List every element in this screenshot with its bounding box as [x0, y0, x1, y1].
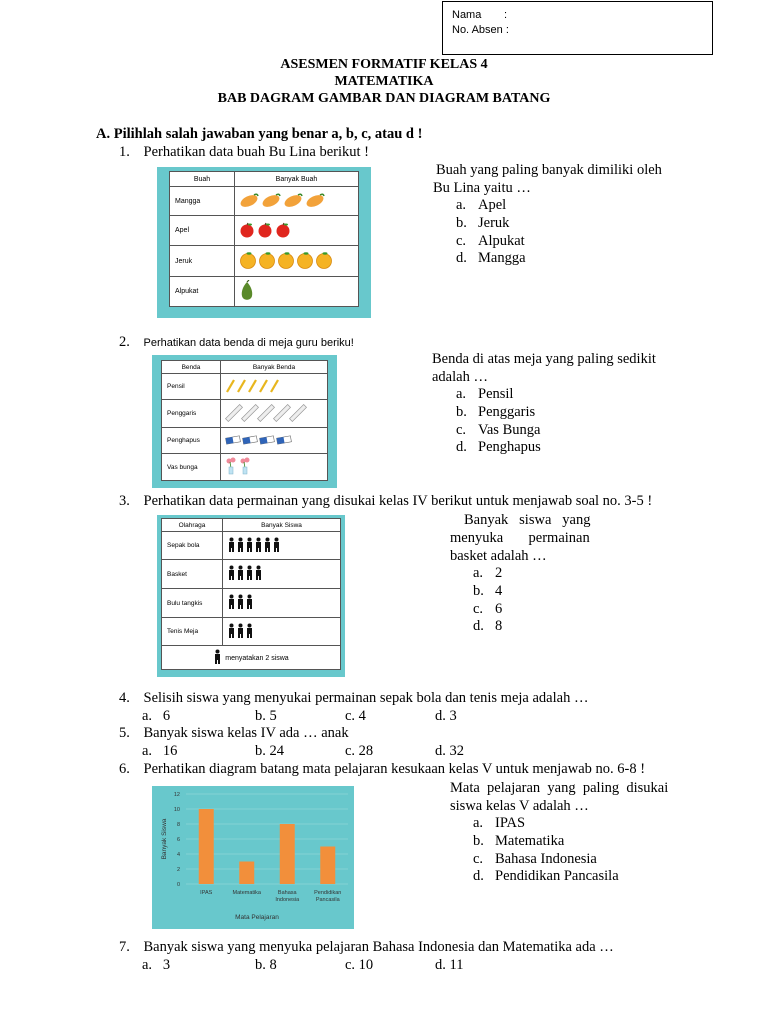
table-row — [162, 428, 328, 454]
pencil-icon — [269, 379, 280, 395]
title-chapter: BAB DAGRAM GAMBAR DAN DIAGRAM BATANG — [217, 91, 551, 106]
option-a[interactable]: a. Apel — [456, 197, 507, 213]
y-tick-label: 8 — [176, 822, 180, 828]
person-icon — [263, 537, 272, 555]
table-header: Banyak Benda — [221, 361, 328, 374]
question-5-text: Banyak siswa kelas IV ada … anak — [143, 725, 349, 741]
flower-vase-icon — [225, 457, 237, 477]
option-b[interactable]: b. 4 — [473, 582, 503, 599]
person-icon — [236, 537, 245, 555]
flower-vase-icon — [239, 457, 251, 477]
person-icon — [254, 565, 263, 583]
fruit-pictograph-table — [169, 171, 359, 307]
option-b[interactable]: b. Jeruk — [456, 214, 510, 231]
person-icon — [227, 623, 236, 641]
mango-icon — [239, 193, 259, 209]
row-label: Apel — [170, 216, 235, 246]
question-3-number: 3. — [119, 493, 130, 509]
pencil-icon — [247, 379, 258, 395]
name-label: Nama — [452, 9, 482, 21]
table-header: Banyak Buah — [235, 172, 359, 187]
football-pictures — [223, 532, 341, 560]
person-icon — [227, 537, 236, 555]
y-tick-label: 6 — [176, 837, 180, 843]
question-4-text: Selisih siswa yang menyukai permainan sepak bola dan tenis meja adalah … — [143, 690, 589, 706]
table-header: Benda — [162, 361, 221, 374]
object-pictograph-panel — [152, 355, 337, 488]
title-subject: MATEMATIKA — [334, 74, 434, 89]
question-6-number: 6. — [119, 761, 130, 777]
question-6 — [119, 761, 645, 778]
table-row — [162, 618, 341, 646]
option-d[interactable]: d. 11 — [435, 957, 464, 973]
person-icon — [213, 649, 222, 667]
row-label: Basket — [162, 560, 223, 589]
eraser-icon — [276, 435, 292, 447]
question-2-prompt-line2: adalah … — [432, 369, 488, 385]
ruler-pictures — [221, 400, 328, 428]
question-3-options — [473, 565, 502, 636]
option-d[interactable]: d. Pendidikan Pancasila — [473, 868, 619, 885]
pencil-icon — [258, 379, 269, 395]
option-b[interactable]: b. Penggaris — [456, 403, 536, 420]
option-a[interactable]: a. IPAS — [473, 815, 526, 831]
student-identity-box — [442, 1, 713, 55]
table-header: Olahraga — [162, 519, 223, 532]
mango-icon — [305, 193, 325, 209]
apple-icon — [257, 222, 273, 240]
y-axis-label: Banyak Siswa — [161, 818, 168, 860]
ruler-icon — [289, 404, 307, 424]
question-4-options — [142, 708, 457, 725]
table-row — [162, 374, 328, 400]
orange-icon — [277, 251, 295, 271]
x-tick-label: Pancasila — [315, 897, 340, 903]
y-tick-label: 12 — [173, 792, 180, 798]
person-icon — [236, 623, 245, 641]
option-a[interactable]: a. Pensil — [456, 386, 514, 402]
option-c[interactable]: c. 6 — [473, 600, 503, 617]
question-2-prompt — [432, 350, 656, 386]
table-row — [170, 277, 359, 307]
person-icon — [254, 537, 263, 555]
table-row — [162, 400, 328, 428]
section-a-instruction: A. Pilihlah salah jawaban yang benar a, b, c, atau d ! — [96, 126, 423, 142]
person-icon — [227, 594, 236, 612]
apple-icon — [275, 222, 291, 240]
x-tick-label: Pendidikan — [314, 890, 342, 896]
option-d[interactable]: d. 8 — [473, 618, 503, 635]
eraser-pictures — [221, 428, 328, 454]
option-d[interactable]: d. Mangga — [456, 250, 526, 267]
y-tick-label: 2 — [176, 867, 180, 873]
question-2-prompt-line1: Benda di atas meja yang paling sedikit — [432, 351, 656, 367]
row-label: Alpukat — [170, 277, 235, 307]
apple-pictures — [235, 216, 359, 246]
person-icon — [227, 565, 236, 583]
mango-pictures — [235, 187, 359, 216]
question-3-prompt-line3: basket adalah … — [450, 548, 547, 564]
question-6-text: Perhatikan diagram batang mata pelajaran kesukaan kelas V untuk menjawab no. 6-8 ! — [143, 761, 646, 777]
row-label: Pensil — [162, 374, 221, 400]
question-1-prompt-line2: Bu Lina yaitu … — [433, 180, 531, 196]
row-label: Penggaris — [162, 400, 221, 428]
avocado-icon — [239, 280, 255, 304]
subject-bar-chart — [152, 786, 354, 929]
option-a[interactable]: a. 16 — [142, 743, 178, 759]
row-label: Penghapus — [162, 428, 221, 454]
question-6-prompt-line2: siswa kelas V adalah … — [450, 798, 589, 814]
option-c[interactable]: c. Vas Bunga — [456, 421, 541, 438]
question-1 — [119, 144, 369, 161]
orange-icon — [296, 251, 314, 271]
table-row — [162, 560, 341, 589]
orange-icon — [239, 251, 257, 271]
pictograph-legend — [162, 646, 341, 670]
title-assessment: ASESMEN FORMATIF KELAS 4 — [280, 57, 488, 72]
absen-row: No. Absen : — [452, 24, 509, 36]
row-label: Bulu tangkis — [162, 589, 223, 618]
eraser-icon — [259, 435, 275, 447]
option-c[interactable]: c. 28 — [345, 743, 374, 759]
option-d[interactable]: d. Penghapus — [456, 439, 541, 456]
question-7 — [119, 939, 614, 956]
y-tick-label: 10 — [173, 807, 180, 813]
legend-row — [162, 646, 341, 670]
pencil-pictures — [221, 374, 328, 400]
x-tick-label: Matematika — [232, 890, 261, 896]
question-1-number: 1. — [119, 144, 130, 160]
mango-icon — [261, 193, 281, 209]
name-row — [452, 8, 712, 23]
x-tick-label: IPAS — [200, 890, 213, 896]
eraser-icon — [225, 435, 241, 447]
object-pictograph-table — [161, 360, 328, 481]
option-a[interactable]: a. 2 — [473, 565, 503, 581]
badminton-pictures — [223, 589, 341, 618]
orange-icon — [315, 251, 333, 271]
question-2 — [119, 334, 354, 351]
person-icon — [272, 537, 281, 555]
question-7-number: 7. — [119, 939, 130, 955]
option-c[interactable]: c. 4 — [345, 708, 366, 724]
table-row — [170, 216, 359, 246]
orange-icon — [258, 251, 276, 271]
avocado-pictures — [235, 277, 359, 307]
option-b[interactable]: b. 24 — [255, 743, 284, 759]
person-icon — [245, 594, 254, 612]
mango-icon — [283, 193, 303, 209]
row-label: Jeruk — [170, 246, 235, 277]
apple-icon — [239, 222, 255, 240]
row-label: Mangga — [170, 187, 235, 216]
bar-chart-svg — [152, 786, 354, 929]
option-d[interactable]: d. 32 — [435, 743, 464, 759]
question-1-prompt — [433, 161, 662, 197]
sport-pictograph-table — [161, 518, 341, 670]
x-axis-label: Mata Pelajaran — [235, 914, 279, 921]
option-c[interactable]: c. 10 — [345, 957, 374, 973]
question-3 — [119, 493, 652, 510]
row-label: Vas bunga — [162, 454, 221, 481]
eraser-icon — [242, 435, 258, 447]
table-tennis-pictures — [223, 618, 341, 646]
vase-pictures — [221, 454, 328, 481]
table-row — [170, 187, 359, 216]
question-3-text: Perhatikan data permainan yang disukai kelas IV berikut untuk menjawab soal no. 3-5 ! — [143, 493, 653, 509]
question-5 — [119, 725, 349, 742]
option-c[interactable]: c. Alpukat — [456, 232, 525, 249]
bar — [239, 862, 254, 885]
table-row — [162, 589, 341, 618]
question-6-options — [473, 815, 619, 886]
option-a[interactable]: a. 3 — [142, 957, 171, 973]
x-tick-label: Indonesia — [275, 897, 300, 903]
table-row — [162, 532, 341, 560]
orange-pictures — [235, 246, 359, 277]
y-tick-label: 0 — [176, 882, 180, 888]
table-header: Banyak Siswa — [223, 519, 341, 532]
question-4 — [119, 690, 588, 707]
table-row — [162, 454, 328, 481]
question-7-options — [142, 957, 463, 974]
question-5-options — [142, 743, 464, 760]
y-tick-label: 4 — [176, 852, 180, 858]
question-4-number: 4. — [119, 690, 130, 706]
bar — [199, 809, 214, 884]
option-d[interactable]: d. 3 — [435, 708, 457, 724]
person-icon — [236, 594, 245, 612]
question-1-text: Perhatikan data buah Bu Lina berikut ! — [143, 144, 369, 160]
question-1-options — [456, 197, 526, 268]
pencil-icon — [225, 379, 236, 395]
question-6-prompt-line1: Mata pelajaran yang paling disukai — [450, 780, 669, 796]
option-b[interactable]: b. 5 — [255, 708, 277, 724]
option-b[interactable]: b. Matematika — [473, 832, 565, 849]
question-2-number: 2. — [119, 334, 130, 350]
option-c[interactable]: c. Bahasa Indonesia — [473, 850, 597, 867]
option-b[interactable]: b. 8 — [255, 957, 277, 973]
row-label: Sepak bola — [162, 532, 223, 560]
bar — [320, 847, 335, 885]
question-3-prompt — [450, 511, 600, 565]
question-5-number: 5. — [119, 725, 130, 741]
name-colon: : — [504, 9, 508, 21]
legend-text: menyatakan 2 siswa — [225, 654, 289, 662]
question-2-options — [456, 386, 541, 457]
question-2-text: Perhatikan data benda di meja guru beriku! — [143, 337, 354, 349]
bar — [280, 824, 295, 884]
question-3-prompt-line1: Banyak siswa yang — [464, 512, 591, 528]
table-header: Buah — [170, 172, 235, 187]
question-7-text: Banyak siswa yang menyuka pelajaran Bahasa Indonesia dan Matematika ada … — [143, 939, 614, 955]
basketball-pictures — [223, 560, 341, 589]
person-icon — [236, 565, 245, 583]
x-tick-label: Bahasa — [277, 890, 297, 896]
person-icon — [245, 565, 254, 583]
question-6-prompt — [450, 779, 685, 815]
question-1-prompt-line1: Buah yang paling banyak dimiliki oleh — [436, 162, 662, 178]
fruit-pictograph-panel — [157, 167, 371, 318]
question-3-prompt-line2: menyuka permainan — [450, 530, 590, 546]
sport-pictograph-panel — [157, 515, 345, 677]
person-icon — [245, 623, 254, 641]
pencil-icon — [236, 379, 247, 395]
person-icon — [245, 537, 254, 555]
row-label: Tenis Meja — [162, 618, 223, 646]
option-a[interactable]: a. 6 — [142, 708, 171, 724]
table-row — [170, 246, 359, 277]
